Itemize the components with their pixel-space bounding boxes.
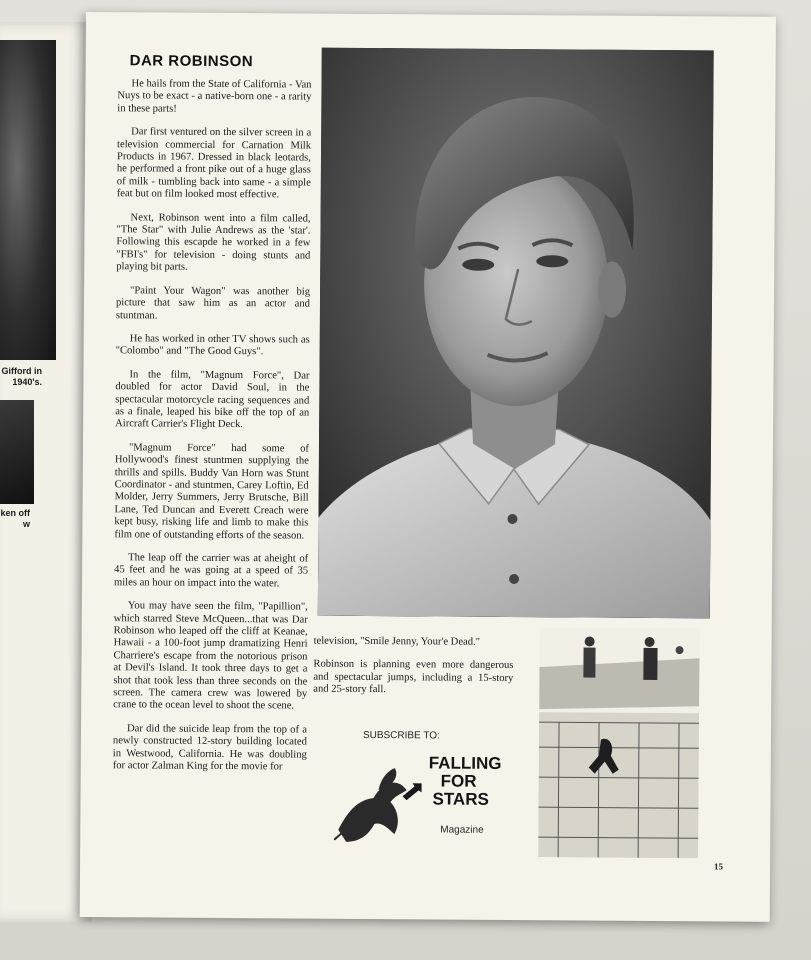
page-number: 15 <box>714 861 724 872</box>
subscribe-label: SUBSCRIBE TO: <box>362 729 440 742</box>
left-caption-1-line-1: Gifford in <box>1 366 42 376</box>
paragraph-5: He has worked in other TV shows such as "Colombo" and "The Good Guys". <box>115 333 310 358</box>
article-middle-column <box>313 636 513 709</box>
paragraph-4: "Paint Your Wagon" was another big picture that saw him as an actor and stuntman. <box>115 285 311 322</box>
magazine-page <box>80 12 776 922</box>
paragraph-10: Dar did the suicide leap from the top of a newly constructed 12-story building located in Westwood, California. He was doubling for actor Zalman King for the movie for <box>112 723 308 773</box>
magazine-title-line-1: FALLING <box>428 753 502 773</box>
paragraph-8: The leap off the carrier was at aheight of 45 feet and he was going at a speed of 35 miles an hour on impact into the water. <box>113 552 309 590</box>
left-page-photo-bottom <box>0 400 34 504</box>
left-caption-1-line-2: 1940's. <box>12 377 42 387</box>
paragraph-1: He hails from the State of California - Van Nuys to be exact - a native-born one - a rarity in these parts! <box>117 78 312 115</box>
paragraph-12: Robinson is planning even more dangerous and spectacular jumps, including a 15-story and 25-story fall. <box>313 659 514 696</box>
paragraph-7: "Magnum Force" had some of Hollywood's finest stuntmen supplying the thrills and spills. Buddy Van Horn was Stunt Coordinator - and stuntmen, Carey Loftin, Ed Molder, Jerry Summers, Jerry Brutsche, Bill Lane, Ted Duncan and Everett Creach were kept busy, risking life and limb to make this film one of outstanding efforts of the season. <box>114 442 309 542</box>
magazine-title-line-3: STARS <box>432 789 489 809</box>
paragraph-3: Next, Robinson went into a film called, "The Star" with Julie Andrews as the 'star'. Following this escapde he worked in a few "FBI's" for television - doing stunts and playing bit parts. <box>116 211 311 273</box>
article-title: DAR ROBINSON <box>129 52 254 71</box>
portrait-illustration <box>318 48 714 619</box>
article-left-column <box>113 78 312 785</box>
building-fall-illustration <box>538 627 700 858</box>
subscribe-ad <box>328 724 519 855</box>
portrait-photo <box>318 48 714 619</box>
left-caption-2-line-2: w <box>22 519 30 529</box>
left-caption-2 <box>0 508 30 530</box>
paragraph-6: In the film, "Magnum Force", Dar doubled for actor David Soul, in the spectacular motorcycle racing sequences and as a finale, leaped his bike off the top of an Aircraft Carrier's Flight Deck. <box>115 369 310 431</box>
left-caption-2-line-1: ken off <box>0 508 30 518</box>
left-caption-1 <box>0 366 42 388</box>
paragraph-9: You may have seen the film, "Papillion", which starred Steve McQueen...that was Dar Robinson who leaped off the cliff at Keanae, Hawaii - a 100-foot jump dramatizing Henri Charriere's escape from the notorious prison at Devil's Island. It took three days to get a shot that took less than three seconds on the screen. The camera crew was lowered by crane to the ocean level to shoot the scene. <box>113 600 308 712</box>
arrow-icon <box>401 782 423 800</box>
left-page <box>0 22 92 922</box>
left-page-photo-top <box>0 40 56 360</box>
paragraph-11: television, "Smile Jenny, Your'e Dead." <box>313 635 481 648</box>
magazine-title-line-2: FOR <box>440 771 477 791</box>
magazine-subtitle: Magazine <box>440 824 484 836</box>
paragraph-2: Dar first ventured on the silver screen in a television commercial for Carnation Milk Products in 1967. Dressed in black leotards, he performed a front pike out of a huge glass of milk - tumbling back into same - a simple feat but on film looked most effective. <box>116 126 312 201</box>
stunt-sketch-illustration <box>538 627 700 858</box>
magazine-title <box>428 754 518 809</box>
